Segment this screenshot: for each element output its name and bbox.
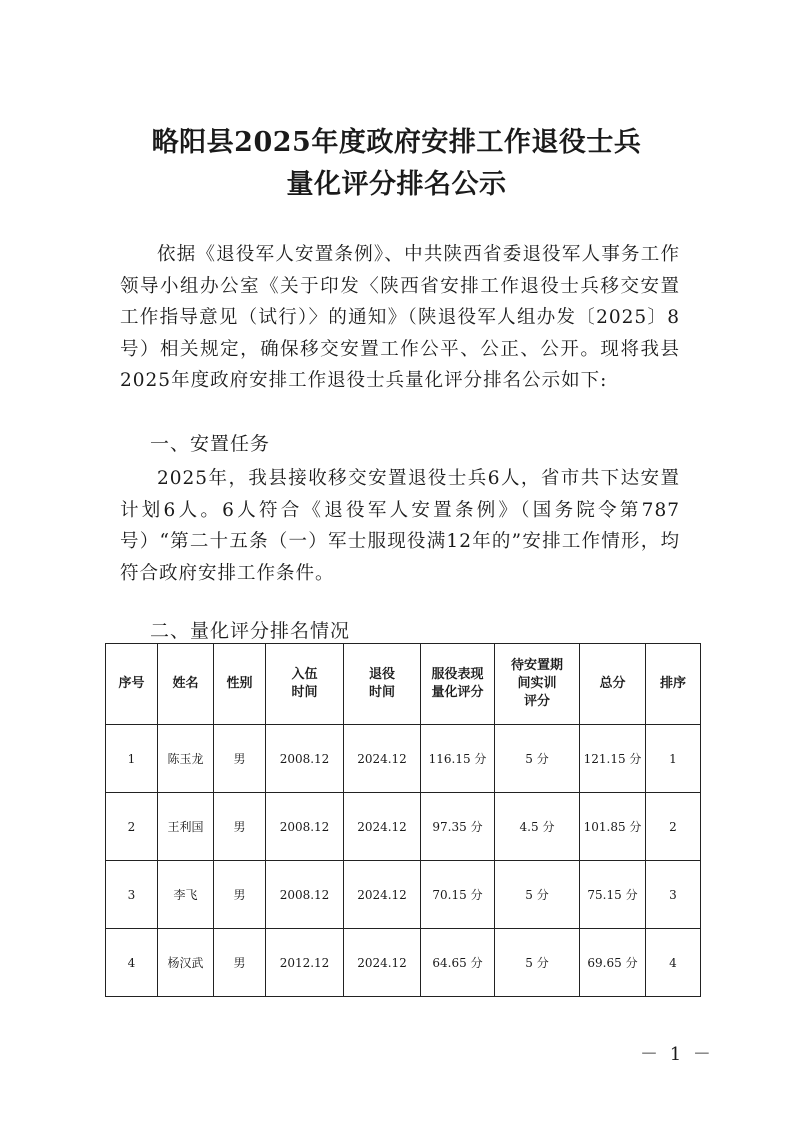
header-retire-time: 退役 时间: [344, 644, 421, 725]
header-no: 序号: [106, 644, 158, 725]
cell-name: 陈玉龙: [158, 725, 214, 793]
score-ranking-table: [105, 643, 701, 997]
cell-no: 4: [106, 929, 158, 997]
cell-total: 101.85 分: [580, 793, 646, 861]
cell-rank: 3: [646, 861, 701, 929]
table-header-row: [106, 644, 701, 725]
cell-gender: 男: [214, 929, 266, 997]
cell-service: 97.35 分: [421, 793, 495, 861]
intro-paragraph: 依据《退役军人安置条例》、中共陕西省委退役军人事务工作领导小组办公室《关于印发〈陕西省安排工作退役士兵移交安置工作指导意见（试行）〉的通知》（陕退役军人组办发〔2025〕8号）相关规定，确保移交安置工作公平、公正、公开。现将我县2025年度政府安排工作退役士兵量化评分排名公示如下:: [120, 244, 680, 391]
header-training-score: 待安置期 间实训 评分: [495, 644, 580, 725]
cell-total: 75.15 分: [580, 861, 646, 929]
section2-heading: 二、量化评分排名情况: [150, 620, 351, 642]
cell-name: 王利国: [158, 793, 214, 861]
cell-name: 杨汉武: [158, 929, 214, 997]
cell-name: 李飞: [158, 861, 214, 929]
cell-retire: 2024.12: [344, 793, 421, 861]
cell-service: 116.15 分: [421, 725, 495, 793]
cell-gender: 男: [214, 793, 266, 861]
cell-retire: 2024.12: [344, 929, 421, 997]
cell-training: 4.5 分: [495, 793, 580, 861]
cell-gender: 男: [214, 861, 266, 929]
table-row: [106, 929, 701, 997]
table-row: [106, 725, 701, 793]
cell-rank: 4: [646, 929, 701, 997]
header-service-score: 服役表现 量化评分: [421, 644, 495, 725]
table-row: [106, 861, 701, 929]
header-name: 姓名: [158, 644, 214, 725]
header-rank: 排序: [646, 644, 701, 725]
cell-training: 5 分: [495, 861, 580, 929]
cell-service: 70.15 分: [421, 861, 495, 929]
cell-retire: 2024.12: [344, 725, 421, 793]
cell-enlist: 2008.12: [266, 725, 344, 793]
cell-training: 5 分: [495, 725, 580, 793]
cell-service: 64.65 分: [421, 929, 495, 997]
cell-no: 2: [106, 793, 158, 861]
cell-gender: 男: [214, 725, 266, 793]
cell-rank: 1: [646, 725, 701, 793]
section1-heading: 一、安置任务: [150, 433, 271, 455]
cell-no: 1: [106, 725, 158, 793]
cell-training: 5 分: [495, 929, 580, 997]
header-enlist-time: 入伍 时间: [266, 644, 344, 725]
cell-total: 69.65 分: [580, 929, 646, 997]
cell-no: 3: [106, 861, 158, 929]
section1-body: 2025年，我县接收移交安置退役士兵6人，省市共下达安置计划6人。6人符合《退役军人安置条例》（国务院令第787号）“第二十五条（一）军士服现役满12年的”安排工作情形，均符合政府安排工作条件。: [120, 468, 680, 584]
header-total: 总分: [580, 644, 646, 725]
cell-enlist: 2008.12: [266, 861, 344, 929]
header-gender: 性别: [214, 644, 266, 725]
cell-retire: 2024.12: [344, 861, 421, 929]
document-title-line2: 量化评分排名公示: [286, 169, 507, 200]
cell-total: 121.15 分: [580, 725, 646, 793]
cell-enlist: 2008.12: [266, 793, 344, 861]
table-row: [106, 793, 701, 861]
cell-rank: 2: [646, 793, 701, 861]
cell-enlist: 2012.12: [266, 929, 344, 997]
page-number: － 1 －: [640, 1044, 714, 1065]
document-title-line1: 略阳县2025年度政府安排工作退役士兵: [151, 127, 642, 158]
